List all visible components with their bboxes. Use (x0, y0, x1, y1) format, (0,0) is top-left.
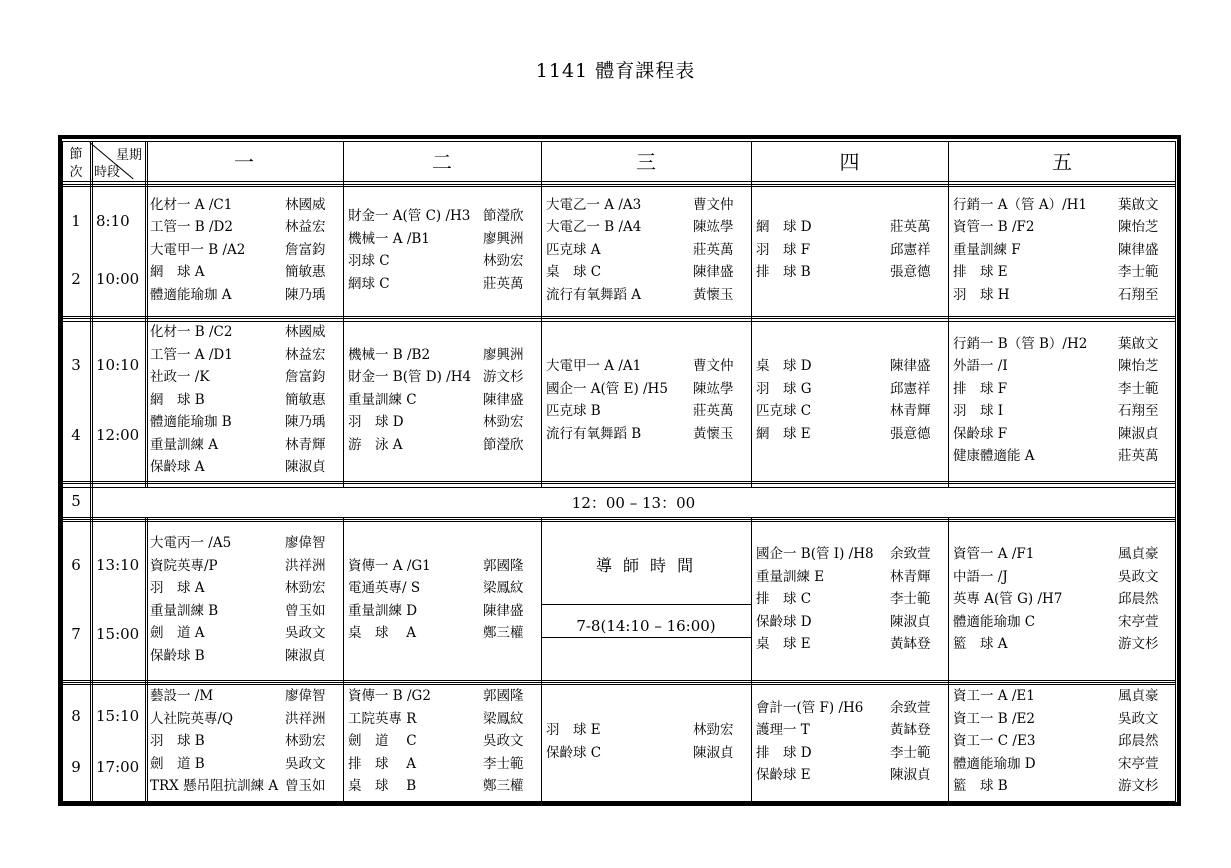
afternoon-teacher: 風貞豪 (1118, 546, 1159, 563)
block-bottom-line-2 (62, 682, 1176, 683)
column-divider (145, 517, 146, 801)
page-title: 1141 體育課程表 (535, 60, 696, 82)
afternoon-teacher: 陳律盛 (483, 602, 524, 619)
evening-course: 人社院英專/Q (150, 710, 234, 727)
morning1-course: 流行有氧舞蹈 A (546, 286, 642, 303)
evening-teacher: 風貞豪 (1118, 688, 1159, 705)
morning2-teacher: 林勁宏 (483, 414, 524, 431)
morning1-start-time: 8:10 (96, 212, 130, 231)
afternoon-course: 中語一 /J (953, 568, 1008, 585)
morning1-course: 機械一 A /B1 (348, 230, 430, 247)
afternoon-course: 資管一 A /F1 (953, 546, 1035, 563)
afternoon-teacher: 梁鳳紋 (483, 580, 524, 596)
block-bottom-line (62, 680, 1176, 681)
morning1-teacher: 林益宏 (285, 219, 326, 236)
period-column-line-2 (92, 141, 93, 801)
mentor-divider-2 (541, 637, 751, 638)
afternoon-course: 重量訓練 D (348, 602, 418, 619)
evening-course: 籃 球 B (953, 778, 1008, 795)
morning2-teacher: 陳淑貞 (285, 459, 326, 476)
evening-teacher: 吳政文 (1118, 710, 1159, 727)
morning2-teacher: 石翔至 (1118, 403, 1159, 419)
morning1-course: 大電乙一 B /A4 (546, 219, 642, 236)
morning1-course: 化材一 A /C1 (150, 196, 233, 213)
column-divider (751, 517, 752, 801)
morning2-course: 行銷一 B（管 B）/H2 (953, 335, 1088, 352)
morning1-course: 網 球 D (756, 219, 812, 236)
morning2-teacher: 陳律盛 (483, 391, 524, 408)
morning2-course: 網 球 B (150, 391, 205, 408)
afternoon-teacher: 黃缽登 (890, 636, 931, 653)
morning2-teacher: 節瀅欣 (483, 436, 524, 453)
morning1-course: 排 球 B (756, 264, 811, 281)
period-column-line (90, 141, 91, 801)
afternoon-teacher: 陳淑貞 (890, 613, 931, 630)
morning1-teacher: 李士範 (1118, 264, 1159, 281)
morning1-course: 大電甲一 B /A2 (150, 241, 246, 258)
afternoon-course: 重量訓練 E (756, 568, 825, 585)
evening-teacher: 邱晨然 (1118, 733, 1159, 750)
afternoon-course: 大電丙一 /A5 (150, 535, 232, 551)
morning2-teacher: 詹富鈞 (285, 369, 326, 386)
mentor-divider (541, 604, 751, 605)
column-divider (145, 141, 146, 488)
morning2-course: 網 球 E (756, 425, 811, 442)
evening-period-number: 9 (71, 758, 81, 777)
day-header-2: 二 (432, 150, 452, 174)
morning2-teacher: 曹文仲 (693, 358, 734, 374)
morning1-course: 財金一 A(管 C) /H3 (348, 208, 471, 224)
afternoon-teacher: 林勁宏 (285, 580, 326, 596)
afternoon-start-time: 13:10 (96, 555, 140, 574)
day-header-4: 四 (839, 150, 860, 174)
afternoon-course: 羽 球 A (150, 580, 205, 596)
morning2-teacher: 邱憲祥 (890, 380, 931, 397)
afternoon-teacher: 吳政文 (285, 625, 326, 641)
evening-teacher: 郭國隆 (483, 688, 524, 705)
morning2-course: 重量訓練 C (348, 391, 417, 408)
morning2-start-time: 10:10 (96, 355, 140, 374)
block-bottom-line-2 (62, 318, 1176, 319)
afternoon-period-number: 7 (71, 625, 81, 644)
afternoon-course: 保齡球 D (756, 613, 812, 630)
morning2-course: 保齡球 A (150, 459, 205, 476)
evening-course: 劍 道 B (150, 755, 205, 772)
header-bottom-line (62, 181, 1176, 182)
afternoon-period-number: 6 (71, 555, 81, 574)
afternoon-teacher: 陳淑貞 (285, 647, 326, 664)
block-bottom-line (62, 801, 1176, 802)
morning1-period-number: 1 (71, 212, 81, 231)
morning2-course: 羽 球 I (953, 403, 1004, 419)
morning1-course: 行銷一 A（管 A）/H1 (953, 196, 1087, 213)
evening-course: 保齡球 E (756, 767, 811, 783)
header-top-line (62, 141, 1176, 142)
afternoon-course: 國企一 B(管 I) /H8 (756, 546, 874, 563)
mentor-time-title: 導 師 時 間 (595, 556, 697, 575)
morning1-teacher: 簡敏惠 (285, 264, 326, 281)
afternoon-course: 桌 球 A (348, 625, 417, 641)
evening-period-number: 8 (71, 706, 81, 725)
morning1-teacher: 林國威 (285, 196, 326, 213)
evening-teacher: 廖偉智 (285, 688, 326, 705)
evening-course: 保齡球 C (546, 744, 602, 761)
evening-teacher: 鄭三權 (483, 778, 524, 795)
column-divider (751, 141, 752, 488)
column-divider (948, 141, 949, 488)
morning2-course: 體適能瑜珈 B (150, 414, 232, 431)
section-header-top: 節 (69, 147, 83, 162)
morning1-teacher: 黃懷玉 (693, 286, 734, 303)
evening-course: 體適能瑜珈 D (953, 755, 1036, 772)
evening-start-time: 15:10 (96, 706, 140, 725)
evening-teacher: 陳淑貞 (693, 744, 734, 761)
morning1-teacher: 林勁宏 (483, 253, 524, 269)
morning2-course: 桌 球 D (756, 358, 812, 374)
block-bottom-line (62, 481, 1176, 482)
afternoon-teacher: 廖偉智 (285, 535, 326, 551)
morning2-teacher: 黃懷玉 (693, 425, 734, 442)
evening-teacher: 吳政文 (483, 733, 524, 750)
afternoon-teacher: 游文杉 (1118, 636, 1159, 653)
morning2-teacher: 陳律盛 (890, 358, 931, 374)
evening-course: 劍 道 C (348, 733, 417, 750)
morning2-course: 健康體適能 A (953, 448, 1035, 464)
morning2-teacher: 林益宏 (285, 346, 326, 363)
morning2-teacher: 簡敏惠 (285, 391, 326, 408)
afternoon-teacher: 洪祥洲 (285, 557, 326, 574)
morning2-course: 機械一 B /B2 (348, 346, 431, 363)
evening-teacher: 宋亭萱 (1118, 755, 1159, 772)
morning1-teacher: 陳律盛 (693, 264, 734, 281)
morning2-teacher: 張意德 (890, 425, 931, 442)
morning1-course: 羽球 C (348, 253, 390, 269)
morning2-teacher: 莊英萬 (1118, 448, 1159, 464)
afternoon-course: 資傳一 A /G1 (348, 557, 431, 574)
afternoon-teacher: 余致萱 (890, 546, 931, 563)
morning1-course: 工管一 B /D2 (150, 219, 233, 236)
morning1-course: 網球 C (348, 275, 390, 292)
block-bottom-line-2 (62, 483, 1176, 484)
weekday-header: 星期 (116, 148, 143, 163)
day-header-5: 五 (1052, 150, 1072, 174)
evening-teacher: 洪祥洲 (285, 710, 326, 727)
morning2-course: 重量訓練 A (150, 436, 219, 453)
morning2-course: 羽 球 D (348, 414, 404, 431)
evening-course: 資工一 A /E1 (953, 688, 1035, 705)
evening-course: 護理一 T (756, 722, 810, 738)
afternoon-end-time: 15:00 (96, 625, 140, 644)
block-bottom-line (62, 316, 1176, 317)
morning2-teacher: 廖興洲 (483, 346, 524, 363)
morning2-teacher: 林青輝 (285, 436, 326, 453)
afternoon-course: 重量訓練 B (150, 602, 219, 619)
evening-course: 會計一(管 F) /H6 (756, 699, 864, 716)
afternoon-course: 資院英專/P (150, 557, 218, 574)
morning1-teacher: 曹文仲 (693, 196, 734, 213)
afternoon-teacher: 鄭三權 (483, 625, 524, 641)
afternoon-course: 英專 A(管 G) /H7 (953, 591, 1063, 608)
morning1-teacher: 石翔至 (1118, 286, 1159, 303)
morning1-teacher: 莊英萬 (693, 241, 734, 258)
morning1-teacher: 張意德 (890, 264, 931, 281)
morning1-course: 大電乙一 A /A3 (546, 196, 642, 213)
column-divider (147, 517, 148, 801)
evening-course: 桌 球 B (348, 778, 417, 795)
afternoon-teacher: 曾玉如 (285, 602, 326, 619)
morning2-teacher: 林國威 (285, 324, 326, 341)
morning1-teacher: 節瀅欣 (483, 208, 524, 224)
evening-teacher: 林勁宏 (693, 722, 734, 738)
morning2-course: 匹克球 B (546, 403, 601, 419)
column-divider (343, 141, 344, 488)
morning1-course: 匹克球 A (546, 241, 601, 258)
morning1-course: 羽 球 F (756, 241, 811, 258)
morning2-teacher: 陳乃瑀 (285, 414, 326, 431)
morning2-course: 財金一 B(管 D) /H4 (348, 369, 472, 386)
morning2-course: 工管一 A /D1 (150, 346, 233, 363)
morning2-teacher: 陳淑貞 (1118, 425, 1159, 442)
morning1-teacher: 陳竑學 (693, 219, 734, 236)
morning2-course: 保齡球 F (953, 425, 1008, 442)
outer-right-line (1175, 141, 1176, 801)
afternoon-course: 劍 道 A (150, 625, 205, 641)
evening-course: 資工一 C /E3 (953, 733, 1036, 750)
column-divider (948, 517, 949, 801)
evening-end-time: 17:00 (96, 758, 140, 777)
morning2-course: 排 球 F (953, 380, 1008, 397)
evening-teacher: 林勁宏 (285, 733, 326, 750)
evening-teacher: 李士範 (483, 755, 524, 772)
evening-course: 資傳一 B /G2 (348, 688, 431, 705)
morning2-teacher: 游文杉 (483, 369, 524, 386)
evening-course: 藝設一 /M (150, 688, 214, 705)
morning2-teacher: 陳竑學 (693, 380, 734, 397)
morning2-course: 羽 球 G (756, 380, 812, 397)
morning2-teacher: 莊英萬 (693, 403, 734, 419)
morning1-teacher: 陳怡芝 (1118, 219, 1159, 236)
evening-teacher: 陳淑貞 (890, 767, 931, 783)
afternoon-teacher: 李士範 (890, 591, 931, 608)
header-bottom-line-2 (62, 184, 1176, 185)
evening-course: 羽 球 B (150, 733, 205, 750)
afternoon-teacher: 邱晨然 (1118, 591, 1159, 608)
morning1-end-time: 10:00 (96, 269, 140, 288)
evening-teacher: 梁鳳紋 (483, 710, 524, 727)
morning2-teacher: 李士範 (1118, 380, 1159, 397)
morning1-period-number: 2 (71, 269, 81, 288)
morning2-end-time: 12:00 (96, 426, 140, 445)
morning1-teacher: 廖興洲 (483, 230, 524, 247)
afternoon-teacher: 宋亭萱 (1118, 613, 1159, 630)
morning1-course: 體適能瑜珈 A (150, 286, 232, 303)
morning2-course: 化材一 B /C2 (150, 324, 233, 341)
morning2-teacher: 葉啟文 (1118, 335, 1159, 352)
morning1-teacher: 莊英萬 (890, 219, 931, 236)
morning2-period-number: 4 (71, 426, 81, 445)
morning1-course: 桌 球 C (546, 264, 602, 281)
block-top-line (62, 487, 1176, 488)
block-top-line (62, 684, 1176, 685)
block-bottom-line (62, 517, 1176, 518)
morning2-teacher: 陳怡芝 (1118, 358, 1159, 374)
block-top-line (62, 521, 1176, 522)
evening-teacher: 吳政文 (285, 755, 326, 772)
evening-teacher: 曾玉如 (285, 778, 326, 795)
morning2-course: 國企一 A(管 E) /H5 (546, 380, 668, 397)
evening-course: 排 球 D (756, 744, 812, 761)
morning2-course: 游 泳 A (348, 436, 403, 453)
morning2-course: 流行有氧舞蹈 B (546, 425, 642, 442)
afternoon-teacher: 郭國隆 (483, 557, 524, 574)
morning1-teacher: 陳律盛 (1118, 241, 1159, 258)
morning2-course: 社政一 /K (150, 369, 210, 386)
afternoon-course: 桌 球 E (756, 636, 811, 653)
afternoon-teacher: 林青輝 (890, 568, 931, 585)
column-divider (541, 141, 542, 488)
morning2-course: 外語一 /I (953, 358, 1008, 374)
morning1-course: 資管一 B /F2 (953, 219, 1035, 236)
morning2-course: 大電甲一 A /A1 (546, 358, 642, 374)
section-header-bottom: 次 (69, 165, 83, 180)
period-header: 時段 (94, 165, 121, 180)
afternoon-course: 排 球 C (756, 591, 812, 608)
evening-teacher: 游文杉 (1118, 778, 1159, 795)
lunch-period-number: 5 (71, 492, 81, 510)
morning2-period-number: 3 (71, 355, 81, 374)
outer-left-line (62, 141, 63, 801)
evening-teacher: 李士範 (890, 744, 931, 761)
day-header-3: 三 (636, 150, 656, 174)
column-divider (147, 141, 148, 488)
evening-course: 工院英專 R (348, 710, 417, 727)
block-top-line (62, 186, 1176, 187)
afternoon-course: 體適能瑜珈 C (953, 613, 1036, 630)
block-bottom-line-2 (62, 519, 1176, 520)
morning1-teacher: 葉啟文 (1118, 196, 1159, 213)
morning1-teacher: 莊英萬 (483, 275, 524, 292)
morning1-teacher: 陳乃瑀 (285, 286, 326, 303)
morning1-teacher: 邱憲祥 (890, 241, 931, 258)
evening-course: 羽 球 E (546, 722, 601, 738)
morning1-course: 排 球 E (953, 264, 1008, 281)
afternoon-course: 保齡球 B (150, 647, 205, 664)
mentor-time-slot: 7-8(14:10 – 16:00) (576, 617, 716, 635)
afternoon-course: 籃 球 A (953, 636, 1008, 653)
lunch-time: 12：00 – 13：00 (571, 494, 696, 512)
morning1-course: 網 球 A (150, 264, 205, 281)
evening-course: 排 球 A (348, 755, 417, 772)
day-header-1: 一 (234, 150, 254, 174)
morning1-course: 重量訓練 F (953, 241, 1021, 258)
morning2-course: 匹克球 C (756, 403, 812, 419)
column-divider (343, 517, 344, 801)
evening-course: TRX 懸吊阻抗訓練 A (150, 778, 279, 795)
morning1-teacher: 詹富鈞 (285, 241, 326, 258)
morning1-course: 羽 球 H (953, 286, 1010, 303)
evening-teacher: 余致萱 (890, 699, 931, 716)
morning2-teacher: 林青輝 (890, 403, 931, 419)
afternoon-teacher: 吳政文 (1118, 568, 1159, 585)
evening-course: 資工一 B /E2 (953, 710, 1035, 727)
evening-teacher: 黃缽登 (890, 722, 931, 738)
afternoon-course: 電通英專/ S (348, 580, 421, 596)
